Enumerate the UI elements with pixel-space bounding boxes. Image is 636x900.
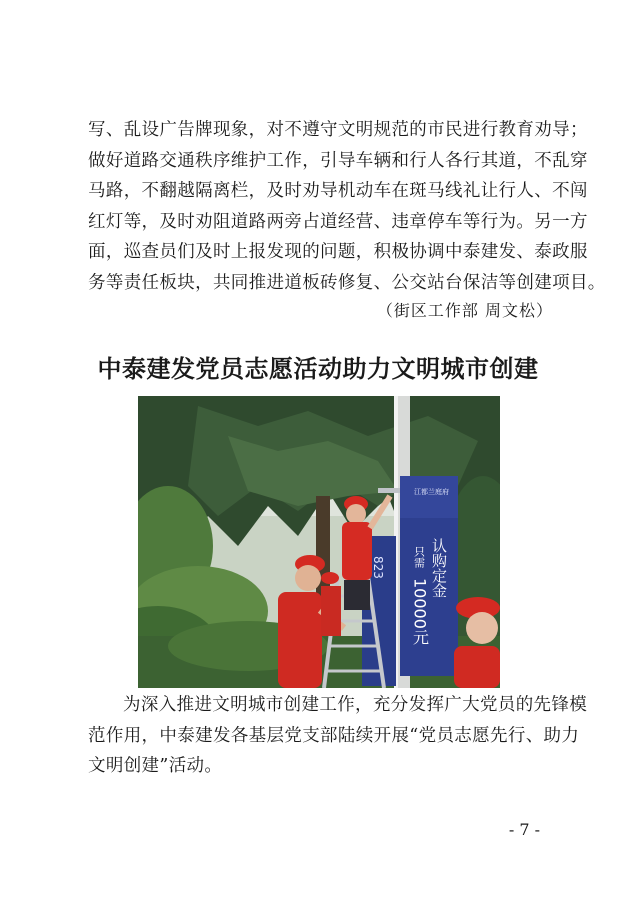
body-paragraph-1 [88,115,606,299]
text-line: 做好道路交通秩序维护工作，引导车辆和行人各行其道，不乱穿 [88,150,588,171]
text-line: 马路，不翻越隔离栏，及时劝导机动车在斑马线礼让行人、不闯 [88,181,588,202]
text-line: 写、乱设广告牌现象，对不遵守文明规范的市民进行教育劝导； [88,120,588,140]
banner-logo: 江都兰庭府 [414,488,449,496]
volunteer-photo [138,396,500,688]
text-line: 为深入推进文明城市创建工作，充分发挥广大党员的先锋模 [123,695,588,715]
banner-text-top: 认购定金 [430,538,448,598]
text-line: 务等责任板块，共同推进道板砖修复、公交站台保洁等创建项目。 [88,272,606,293]
text-line: 面，巡查员们及时上报发现的问题，积极协调中泰建发、泰政服 [88,242,588,263]
banner-amount: 10000元 [410,578,430,645]
banner-text-left: 只需 [412,546,426,568]
author-signature: （街区工作部 周文松） [376,301,553,320]
photo-illustration [138,396,500,688]
page-number: - 7 - [508,820,540,839]
text-line: 红灯等，及时劝阻道路两旁占道经营、违章停车等行为。另一方 [88,211,588,232]
article-title: 中泰建发党员志愿活动助力文明城市创建 [97,355,539,383]
text-line: 范作用，中泰建发各基层党支部陆续开展“党员志愿先行、助力 [88,725,580,746]
body-paragraph-2 [88,690,588,782]
text-line: 文明创建”活动。 [88,756,223,777]
banner-digits: 823 [371,556,385,579]
